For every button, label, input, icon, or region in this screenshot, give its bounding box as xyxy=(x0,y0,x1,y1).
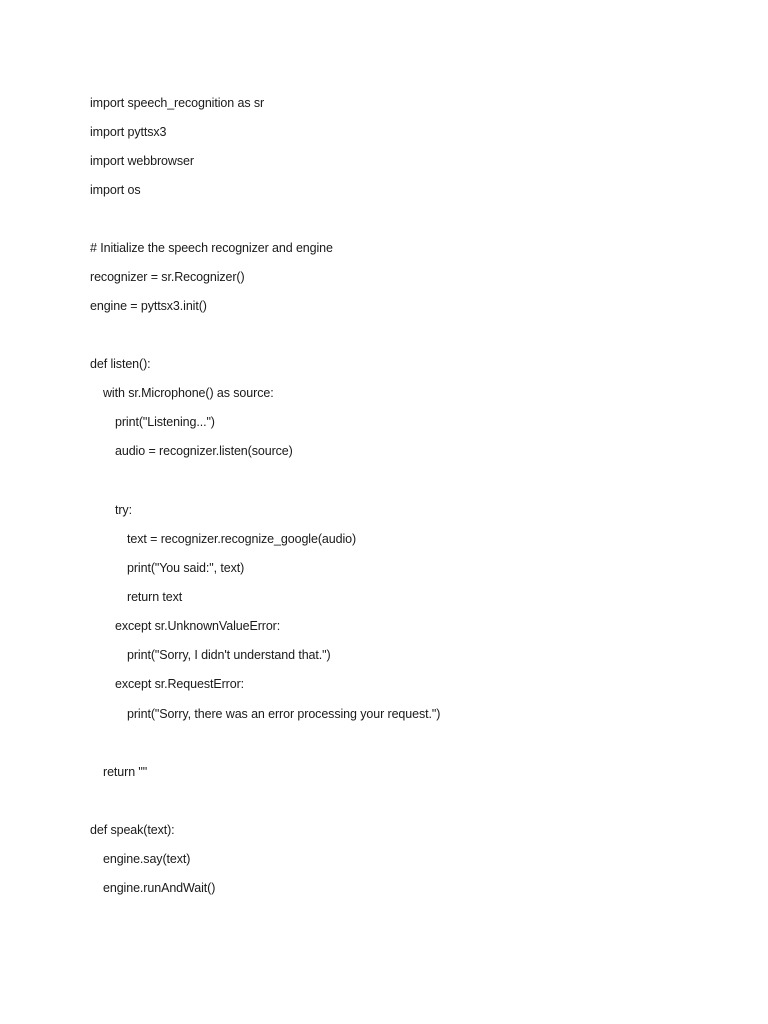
code-line: import webbrowser xyxy=(90,154,194,168)
code-comment: # Initialize the speech recognizer and engine xyxy=(90,241,333,255)
code-line: import speech_recognition as sr xyxy=(90,96,265,110)
code-line: import pyttsx3 xyxy=(90,125,167,139)
code-line: with sr.Microphone() as source: xyxy=(103,386,274,400)
code-line: return "" xyxy=(103,765,148,779)
function-definition: def speak(text): xyxy=(90,823,175,837)
code-line: print("Sorry, there was an error processing your request.") xyxy=(127,707,441,721)
code-line: text = recognizer.recognize_google(audio) xyxy=(127,532,357,546)
code-line: recognizer = sr.Recognizer() xyxy=(90,270,245,284)
code-line: audio = recognizer.listen(source) xyxy=(115,444,293,458)
code-line: print("Sorry, I didn't understand that.") xyxy=(127,648,331,662)
code-line: import os xyxy=(90,183,141,197)
code-line: print("You said:", text) xyxy=(127,561,245,575)
code-line: return text xyxy=(127,590,183,604)
code-line: engine.runAndWait() xyxy=(103,881,216,895)
code-line: engine.say(text) xyxy=(103,852,191,866)
code-line: except sr.UnknownValueError: xyxy=(115,619,281,633)
code-line: try: xyxy=(115,503,132,517)
function-definition: def listen(): xyxy=(90,357,151,371)
code-line: engine = pyttsx3.init() xyxy=(90,299,207,313)
code-line: except sr.RequestError: xyxy=(115,677,245,691)
code-line: print("Listening...") xyxy=(115,415,215,429)
